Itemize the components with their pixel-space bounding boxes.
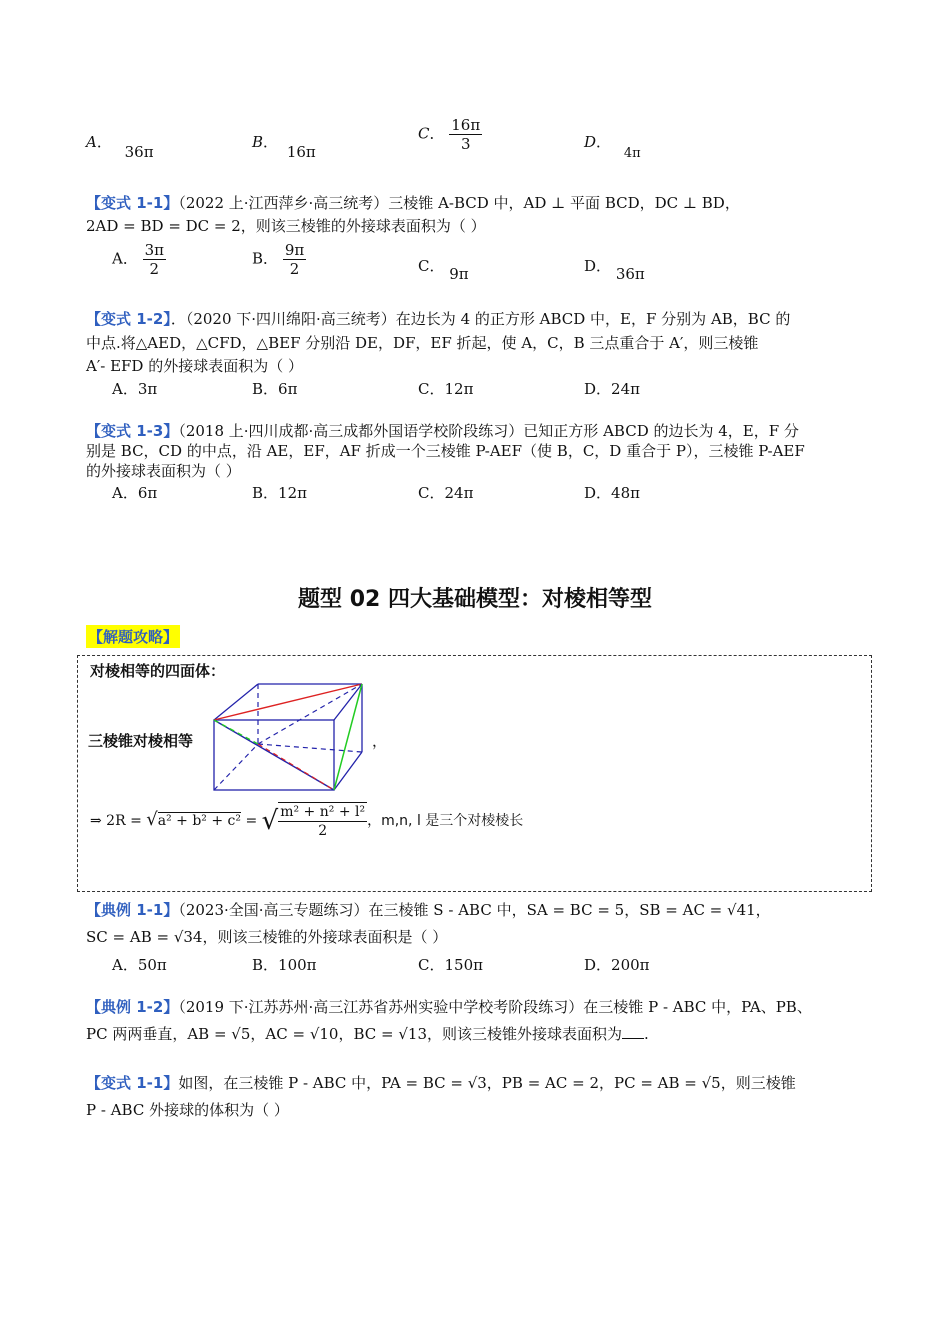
variant-1-2-line3: A′- EFD 的外接球表面积为（ ） bbox=[86, 357, 303, 375]
option-b: B． $\frac{9\pi}{2}$ bbox=[252, 241, 305, 278]
option-a: A．50π bbox=[112, 956, 167, 974]
option-d: D．48π bbox=[584, 484, 640, 502]
fraction: $\frac{16\pi}{3}$ bbox=[451, 116, 481, 153]
option-a: A． $\frac{3\pi}{2}$ bbox=[112, 241, 165, 278]
example-1-2-line1: 【典例 1-2】（2019 下·江苏苏州·高三江苏省苏州实验中学校考阶段练习）在三棱锥 P - ABC 中，PA、PB、 bbox=[86, 998, 812, 1016]
option-c: C． $\frac{16\pi}{3}$ bbox=[418, 116, 481, 153]
option-a: A．3π bbox=[112, 380, 158, 398]
option-d: D．200π bbox=[584, 956, 650, 974]
radius-formula: ⇒ 2R = √a² + b² + c² = √ $\frac{\text{m² + n² + l²}}{2}$ ，m,n, l 是三个对棱棱长 bbox=[90, 804, 524, 839]
answer-blank bbox=[622, 1038, 644, 1039]
option-c: C．150π bbox=[418, 956, 483, 974]
variant-1-3-line1: 【变式 1-3】（2018 上·四川成都·高三成都外国语学校阶段练习）已知正方形 ABCD 的边长为 4，E，F 分 bbox=[86, 422, 799, 440]
example-1-1-line2: SC = AB = √34，则该三棱锥的外接球表面积是（ ） bbox=[86, 928, 448, 946]
variant-1-2-line1: 【变式 1-2】．（2020 下·四川绵阳·高三统考）在边长为 4 的正方形 ABCD 中，E，F 分别为 AB，BC 的 bbox=[86, 310, 791, 328]
strategy-box bbox=[77, 655, 872, 892]
option-b: B．12π bbox=[252, 484, 307, 502]
box-heading: 对棱相等的四面体： bbox=[90, 662, 226, 680]
option-a: A．6π bbox=[112, 484, 158, 502]
option-d: D． 36π bbox=[584, 257, 645, 283]
box-comma: ， bbox=[372, 732, 388, 750]
tetrahedron-in-box-figure bbox=[212, 680, 372, 792]
example-1-2-line2: PC 两两垂直，AB = √5，AC = √10，BC = √13，则该三棱锥外接球表面积为 . bbox=[86, 1025, 649, 1043]
variant-1-1b-line1: 【变式 1-1】如图，在三棱锥 P - ABC 中，PA = BC = √3，PB = AC = 2，PC = AB = √5，则三棱锥 bbox=[86, 1074, 796, 1092]
option-c: C．12π bbox=[418, 380, 474, 398]
example-1-1-line1: 【典例 1-1】（2023·全国·高三专题练习）在三棱锥 S - ABC 中，SA = BC = 5，SB = AC = √41， bbox=[86, 901, 771, 919]
option-d: D． 4π bbox=[584, 133, 641, 161]
variant-1-1-line1: 【变式 1-1】（2022 上·江西萍乡·高三统考）三棱锥 A-BCD 中，AD ⊥ 平面 BCD，DC ⊥ BD， bbox=[86, 194, 740, 212]
option-b: B．100π bbox=[252, 956, 317, 974]
variant-1-2-line2: 中点.将△AED，△CFD，△BEF 分别沿 DE，DF，EF 折起，使 A，C，B 三点重合于 A′，则三棱锥 bbox=[86, 334, 759, 352]
strategy-label: 【解题攻略】 bbox=[86, 625, 180, 648]
option-c: C． 9π bbox=[418, 257, 469, 283]
variant-1-3-line3: 的外接球表面积为（ ） bbox=[86, 462, 241, 480]
variant-1-1-line2: 2AD = BD = DC = 2，则该三棱锥的外接球表面积为（ ） bbox=[86, 217, 486, 235]
option-c: C．24π bbox=[418, 484, 474, 502]
option-b: B．6π bbox=[252, 380, 298, 398]
variant-1-1b-line2: P - ABC 外接球的体积为（ ） bbox=[86, 1101, 289, 1119]
section-title: 题型 02 四大基础模型：对棱相等型 bbox=[298, 587, 652, 612]
option-b: B． 16π bbox=[252, 133, 316, 161]
variant-1-3-line2: 别是 BC，CD 的中点，沿 AE，EF，AF 折成一个三棱锥 P-AEF（使 B，C，D 重合于 P），三棱锥 P-AEF bbox=[86, 442, 805, 460]
option-a: A． 36π bbox=[86, 133, 154, 161]
option-d: D．24π bbox=[584, 380, 640, 398]
box-left-label: 三棱锥对棱相等 bbox=[88, 732, 194, 750]
